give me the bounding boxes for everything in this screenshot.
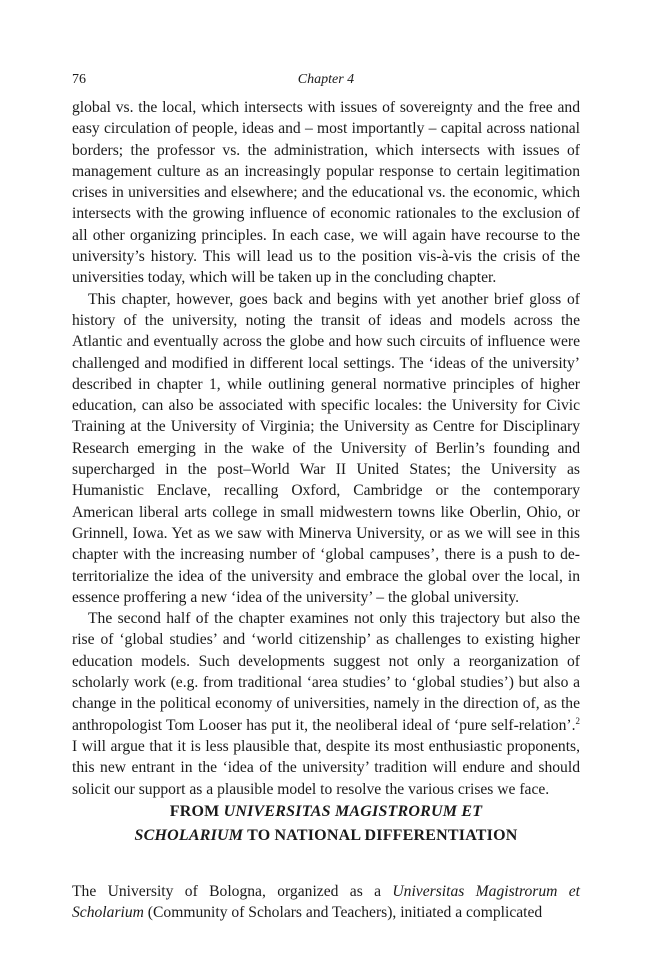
section-heading [72,800,580,848]
body-text [72,97,580,800]
heading-italic-scholarium: SCHOLARIUM [134,827,244,844]
section-heading-line-2 [72,824,580,848]
heading-text-from: FROM [169,803,224,820]
chapter-label: Chapter 4 [297,72,355,87]
footnote-marker[interactable]: 2 [575,715,580,726]
paragraph-1: global vs. the local, which intersects with issues of sovereignty and the free and easy circulation of people, ideas and – most importantly – capital across national borders; the professor vs. the administration, which intersects with issues of management culture as an increasingly popular response to certain legitimation crises in universities and elsewhere; and the educational vs. the economic, which intersects with the growing influence of economic rationales to the exclusion of all other organizing principles. In each case, we will again have recourse to the university’s history. This will lead us to the position vis-à-vis the crisis of the universities today, which will be taken up in the concluding chapter. [72,99,580,287]
paragraph-4-italic: Universitas Magistrorum et Scholarium [72,883,581,922]
paragraph-2: This chapter, however, goes back and begins with yet another brief gloss of history of the university, noting the transit of ideas and models across the Atlantic and eventually across the globe and how such circuits of influence were challenged and modified in different local settings. The ‘ideas of the university’ described in chapter 1, while outlining general normative principles of higher education, can also be associated with specific locales: the University for Civic Training at the University of Virginia; the University as Centre for Disciplinary Research emerging in the wake of the University of Berlin’s founding and supercharged in the post–World War II United States; the University as Humanistic Enclave, recalling Oxford, Cambridge or the contemporary American liberal arts college in small midwestern towns like Oberlin, Ohio, or Grinnell, Iowa. Yet as we saw with Minerva University, or as we will see in this chapter with the increasing number of ‘global campuses’, there is a push to de-territorialize the idea of the university and embrace the global over the local, in essence proffering a new ‘idea of the university’ – the global university. [72,290,580,606]
paragraph-4-text-a: The University of Bologna, organized as a [72,883,393,900]
heading-text-national: TO NATIONAL DIFFERENTIATION [243,827,518,844]
paragraph-3-text-b: I will argue that it is less plausible that, despite its most enthusiastic proponents, this new entrant in the ‘idea of the university’ tradition will endure and should solicit our support as a plausible model to resolve the various crises we face. [72,737,580,798]
page-number: 76 [72,72,86,87]
section-heading-line-1 [72,800,580,824]
paragraph-4-text-b: (Community of Scholars and Teachers), initiated a complicated [143,904,543,922]
running-head [72,70,580,90]
paragraph-4 [72,881,580,924]
heading-italic-universitas: UNIVERSITAS MAGISTRORUM ET [223,803,483,820]
paragraph-3 [72,608,580,800]
paragraph-3-text-a: The second half of the chapter examines not only this trajectory but also the rise of ‘global studies’ and ‘world citizenship’ as challenges to existing higher education models. Such developments suggest not only a reorganization of scholarly work (e.g. from traditional ‘area studies’ to ‘global studies’) but also a change in the political economy of universities, namely in the direction of, as the anthropologist Tom Looser has put it, the neoliberal ideal of ‘pure self-relation’. [72,610,580,734]
